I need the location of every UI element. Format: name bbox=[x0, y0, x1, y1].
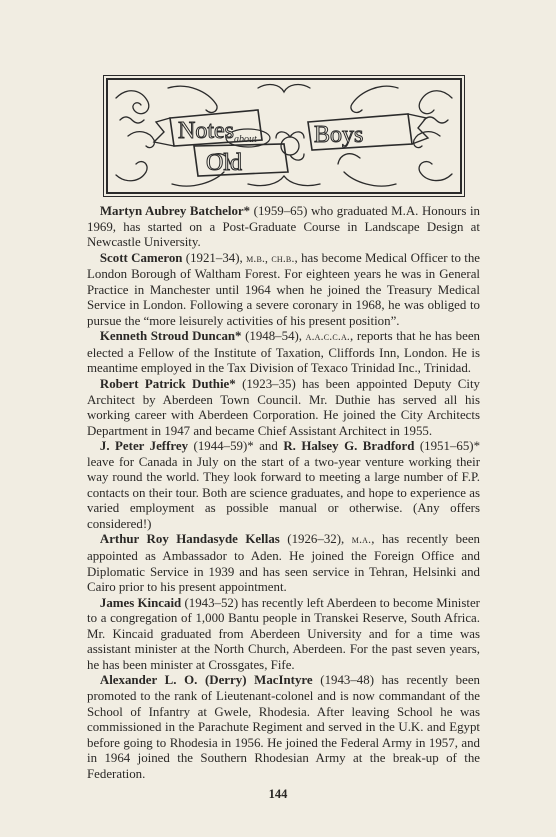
entry-name: Alexander L. O. (Derry) MacIntyre bbox=[99, 673, 313, 688]
qualification: m.b., ch.b. bbox=[246, 252, 295, 265]
about-word: about bbox=[234, 134, 257, 145]
entry-jeffrey-bradford: J. Peter Jeffrey (1944–59)* and R. Halsey G. Bradford (1951–65)* leave for Canada in July on the start of a two-year venture working their way round the world. They look forward to meeting a large number of F.P. contacts on their tour. Both are science graduates, and hope to experience as varied employment as possible manual or otherwise. (Any offers considered!) bbox=[87, 439, 481, 531]
entry-kellas: Arthur Roy Handasyde Kellas (1926–32), m.a., has recently been appointed as Ambassador to Aden. He joined the Foreign Office and Diplomatic Service in 1939 and has seen service in Tehran, Helsinki and Cairo prior to his present appointment. bbox=[87, 532, 481, 595]
decorative-scroll-ornament bbox=[108, 80, 460, 192]
entry-name-second: R. Halsey G. Bradford bbox=[283, 439, 415, 454]
qualification: a.a.c.c.a. bbox=[305, 331, 351, 344]
entry-cameron: Scott Cameron (1921–34), m.b., ch.b., has become Medical Officer to the London Borough of Waltham Forest. For eighteen years he was in General Practice in Manchester until 1964 when he joined the Treasury Medical Service in London. Following a severe coronary in 1968, he was obliged to pursue the “more leisurely activities of his present position”. bbox=[87, 250, 480, 328]
notes-about-old-boys-heading bbox=[106, 78, 462, 194]
entry-name: Scott Cameron bbox=[99, 250, 183, 265]
entry-macintyre: Alexander L. O. (Derry) MacIntyre (1943–48) has recently been promoted to the rank of Lieutenant-colonel and is now commandant of the School of Infantry at Gwele, Rhodesia. After leaving School he was commissioned in the Parachute Regiment and served in the U.K. and Egypt before going to Rhodesia in 1956. He joined the Federal Army in 1957, and in 1964 joined the Southern Rhodesian Army at the break-up of the Federation. bbox=[87, 673, 481, 781]
page-number: 144 bbox=[268, 787, 288, 801]
entry-name: James Kincaid bbox=[99, 595, 182, 610]
entry-duncan: Kenneth Stroud Duncan* (1948–54), a.a.c.c.a., reports that he has been elected a Fellow of the Institute of Taxation, Cliffords Inn, London. He is meantime employed in the Tax Division of Texaco Trinidad Inc., Trinidad. bbox=[87, 329, 480, 376]
entry-duthie: Robert Patrick Duthie* (1923–35) has been appointed Deputy City Architect by Aberdeen Town Council. Mr. Duthie has served all his working career with Aberdeen Corporation. He joined the City Architects Department in 1947 and became Chief Assistant Architect in 1955. bbox=[87, 377, 480, 438]
boys-word: Boys bbox=[314, 122, 364, 148]
old-boys-notes-body bbox=[87, 204, 480, 782]
qualification: m.a. bbox=[351, 534, 372, 547]
notes-word: Notes bbox=[178, 118, 234, 144]
entry-name: Martyn Aubrey Batchelor* bbox=[99, 204, 251, 218]
entry-name: Kenneth Stroud Duncan* bbox=[99, 329, 242, 344]
entry-name: Robert Patrick Duthie* bbox=[99, 377, 236, 392]
entry-batchelor: Martyn Aubrey Batchelor* (1959–65) who graduated M.A. Honours in 1969, has started on a Post-Graduate Course in Landscape Design at Newcastle University. bbox=[87, 204, 480, 250]
entry-kincaid: James Kincaid (1943–52) has recently left Aberdeen to become Minister to a congregation of 1,000 Bantu people in Transkei Reserve, South Africa. Mr. Kincaid graduated from Aberdeen University and for a time was assistant minister at the North Church, Aberdeen. For the past seven years, he has been minister at Crossgates, Fife. bbox=[87, 595, 480, 672]
old-word: Old bbox=[206, 150, 242, 176]
entry-name: Arthur Roy Handasyde Kellas bbox=[99, 532, 280, 547]
entry-name: J. Peter Jeffrey bbox=[99, 439, 189, 454]
